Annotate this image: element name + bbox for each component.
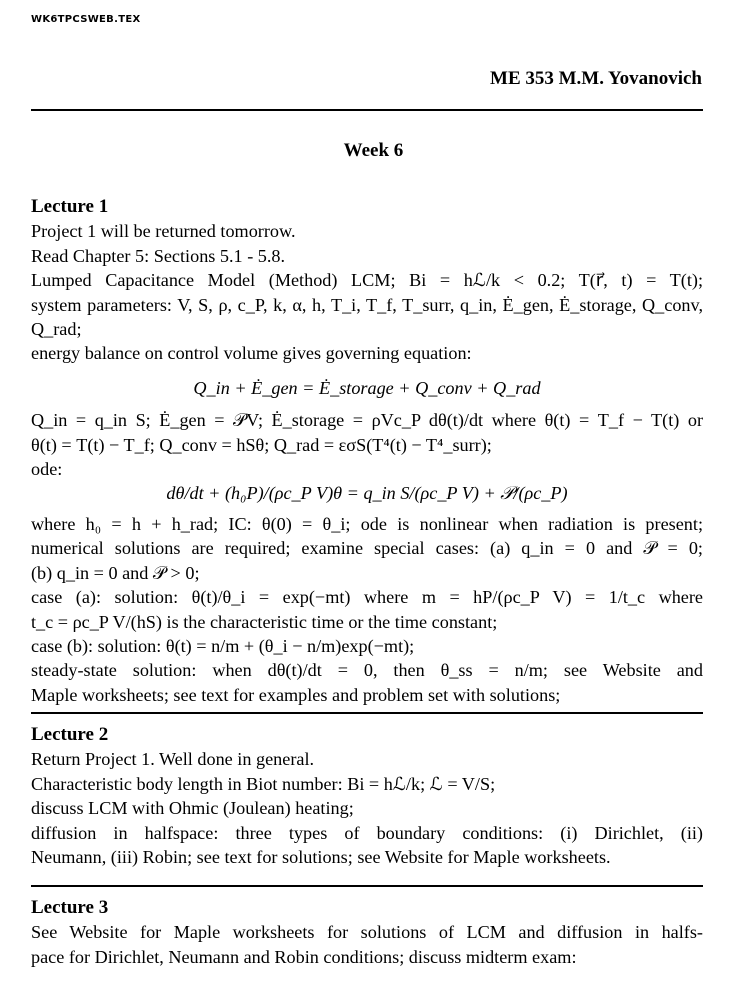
lecture-1-line: Project 1 will be returned tomorrow. [31,221,296,242]
lecture-1-line: steady-state solution: when dθ(t)/dt = 0, then θ_ss = n/m; see Website and [31,660,703,681]
lecture-2-line: diffusion in halfspace: three types of boundary conditions: (i) Dirichlet, (ii) [31,822,703,843]
lecture-1-line: case (b): solution: θ(t) = n/m + (θ_i − n/m)exp(−mt); [31,635,415,656]
lecture-2-section [31,723,703,869]
divider-top [31,109,703,111]
lecture-1-section [31,195,703,707]
lecture-1-line: system parameters: V, S, ρ, c_P, k, α, h, T_i, T_f, T_surr, q_in, Ė_gen, Ė_storage, Q_conv, Q_rad; [31,294,703,340]
equation-ode: dθ/dt + (h₀P)/(ρc_P V)θ = q_in S/(ρc_P V) + 𝒫/(ρc_P) [166,483,568,504]
lecture-1-line: Maple worksheets; see text for examples and problem set with solutions; [31,684,561,705]
lecture-1-line: Q_in = q_in S; Ė_gen = 𝒫V; Ė_storage = ρVc_P dθ(t)/dt where θ(t) = T_f − T(t) or [31,410,703,431]
lecture-1-line: numerical solutions are required; examine special cases: (a) q_in = 0 and 𝒫 = 0; [31,538,703,559]
equation-energy-balance: Q_in + Ė_gen = Ė_storage + Q_conv + Q_rad [193,377,541,398]
lecture-1-line: where h₀ = h + h_rad; IC: θ(0) = θ_i; ode is nonlinear when radiation is present; [31,513,703,534]
lecture-1-line: case (a): solution: θ(t)/θ_i = exp(−mt) where m = hP/(ρc_P V) = 1/t_c where [31,587,703,608]
lecture-2-line: discuss LCM with Ohmic (Joulean) heating; [31,798,354,819]
lecture-3-line: pace for Dirichlet, Neumann and Robin conditions; discuss midterm exam: [31,946,577,967]
lecture-1-title: Lecture 1 [31,196,109,217]
lecture-1-line: ode: [31,459,63,480]
lecture-3-title: Lecture 3 [31,897,109,918]
file-name: WK6TPCSWEB.TEX [31,14,141,25]
divider-lecture-3 [31,885,703,887]
lecture-3-section [31,896,703,969]
lecture-2-line: Return Project 1. Well done in general. [31,749,315,770]
lecture-2-title: Lecture 2 [31,724,109,745]
lecture-1-line: Lumped Capacitance Model (Method) LCM; Bi = hℒ/k < 0.2; T(r⃗, t) = T(t); [31,270,703,291]
lecture-3-line: See Website for Maple worksheets for solutions of LCM and diffusion in halfs- [31,922,703,943]
lecture-2-line: Characteristic body length in Biot number: Bi = hℒ/k; ℒ = V/S; [31,773,496,794]
lecture-1-line: energy balance on control volume gives governing equation: [31,343,472,364]
lecture-1-line: Read Chapter 5: Sections 5.1 - 5.8. [31,245,286,266]
week-title: Week 6 [343,140,404,161]
divider-lecture-2 [31,712,703,714]
lecture-1-line: (b) q_in = 0 and 𝒫 > 0; [31,562,200,583]
lecture-1-line: θ(t) = T(t) − T_f; Q_conv = hSθ; Q_rad = εσS(T⁴(t) − T⁴_surr); [31,434,492,455]
course-header: ME 353 M.M. Yovanovich [490,68,702,89]
lecture-2-line: Neumann, (iii) Robin; see text for solutions; see Website for Maple worksheets. [31,847,611,868]
lecture-1-line: t_c = ρc_P V/(hS) is the characteristic time or the time constant; [31,611,498,632]
